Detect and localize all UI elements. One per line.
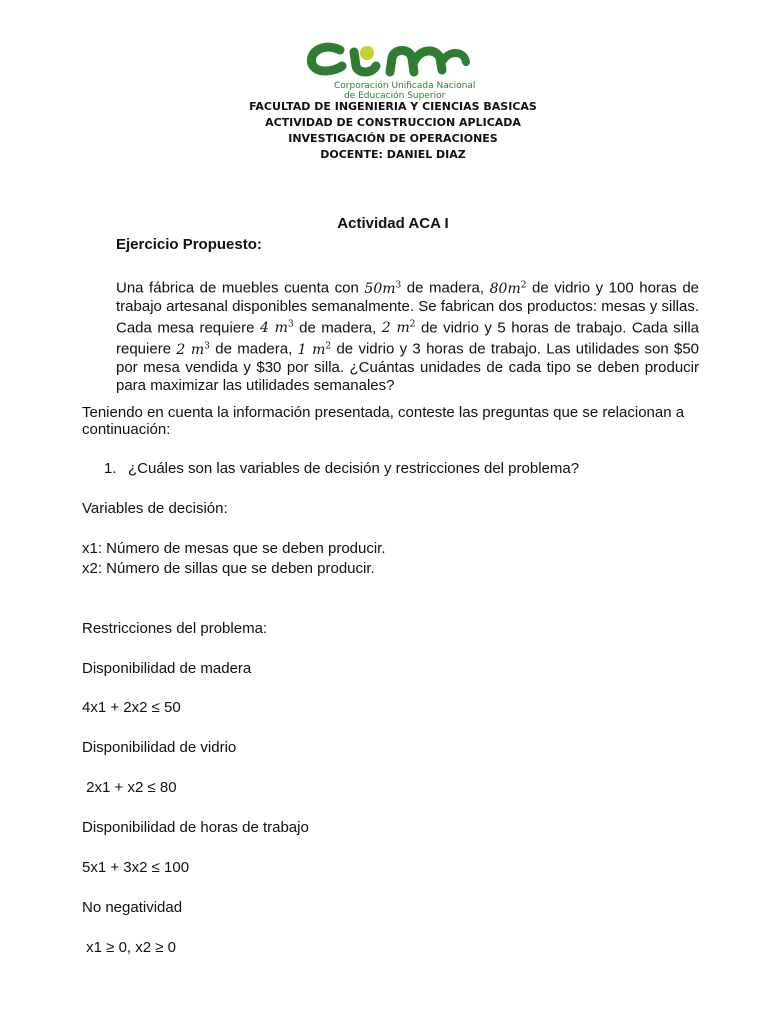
- math-quantity: $50m^3$: [364, 280, 402, 297]
- header-line: FACULTAD DE INGENIERIA Y CIENCIAS BASICAS: [249, 100, 537, 113]
- document-header: [0, 99, 768, 163]
- constraint-title-nonneg: No negatividad: [82, 899, 183, 916]
- problem-text: de vidrio y 100 horas de trabajo artesanal disponibles semanalmente. Se fabrican dos productos: mesas y sillas. Cada mesa requiere: [116, 279, 699, 337]
- problem-text: de vidrio y 5 horas de trabajo. Cada silla requiere: [116, 319, 699, 358]
- constraint-glass: 2x1 + x2 ≤ 80: [82, 779, 177, 796]
- activity-title: Actividad ACA I: [337, 215, 449, 232]
- math-quantity: $80m^2$: [489, 280, 527, 297]
- problem-text: Una fábrica de muebles cuenta con: [116, 279, 365, 297]
- question-1: [104, 460, 579, 477]
- cun-logo-mark: [306, 40, 476, 80]
- problem-text: de madera,: [401, 279, 490, 297]
- logo-subtitle: [334, 81, 474, 101]
- constraint-title-wood: Disponibilidad de madera: [82, 660, 252, 677]
- math-quantity: 1 $m^2$: [297, 341, 332, 358]
- problem-text: de vidrio y 3 horas de trabajo. Las utilidades son $50 por mesa vendida y $30 por silla. ¿Cuántas unidades de cada tipo se deben producir para maximizar las utilidades semanales?: [116, 340, 700, 394]
- math-quantity: 2 $m^3$: [176, 341, 210, 358]
- header-line: INVESTIGACIÓN DE OPERACIONES: [288, 132, 498, 145]
- variables-heading: Variables de decisión:: [82, 500, 228, 517]
- math-quantity: 2 $m^2$: [381, 319, 416, 337]
- constraint-labor: 5x1 + 3x2 ≤ 100: [82, 859, 190, 876]
- constraint-title-labor: Disponibilidad de horas de trabajo: [82, 819, 309, 836]
- exercise-heading: Ejercicio Propuesto:: [116, 236, 262, 253]
- header-line: ACTIVIDAD DE CONSTRUCCION APLICADA: [265, 116, 521, 129]
- variable-x1: x1: Número de mesas que se deben producir.: [82, 540, 386, 557]
- logo-line-2: de Educación Superior: [344, 91, 446, 101]
- problem-text: de madera,: [209, 340, 298, 358]
- problem-statement: [116, 276, 699, 395]
- header-line: DOCENTE: DANIEL DIAZ: [320, 148, 466, 161]
- instructions: Teniendo en cuenta la información presentada, conteste las preguntas que se relacionan a continuación:: [82, 404, 685, 438]
- constraint-title-glass: Disponibilidad de vidrio: [82, 739, 237, 756]
- restrictions-heading: Restricciones del problema:: [82, 620, 268, 637]
- math-quantity: 4 $m^3$: [259, 319, 294, 337]
- logo-line-1: Corporación Unificada Nacional: [334, 81, 476, 91]
- question-number: 1.: [104, 460, 117, 477]
- variable-x2: x2: Número de sillas que se deben producir.: [82, 560, 375, 577]
- question-text: ¿Cuáles son las variables de decisión y restricciones del problema?: [128, 460, 580, 477]
- problem-text: de madera,: [293, 319, 382, 337]
- constraint-nonneg: x1 ≥ 0, x2 ≥ 0: [82, 939, 177, 956]
- constraint-wood: 4x1 + 2x2 ≤ 50: [82, 699, 181, 716]
